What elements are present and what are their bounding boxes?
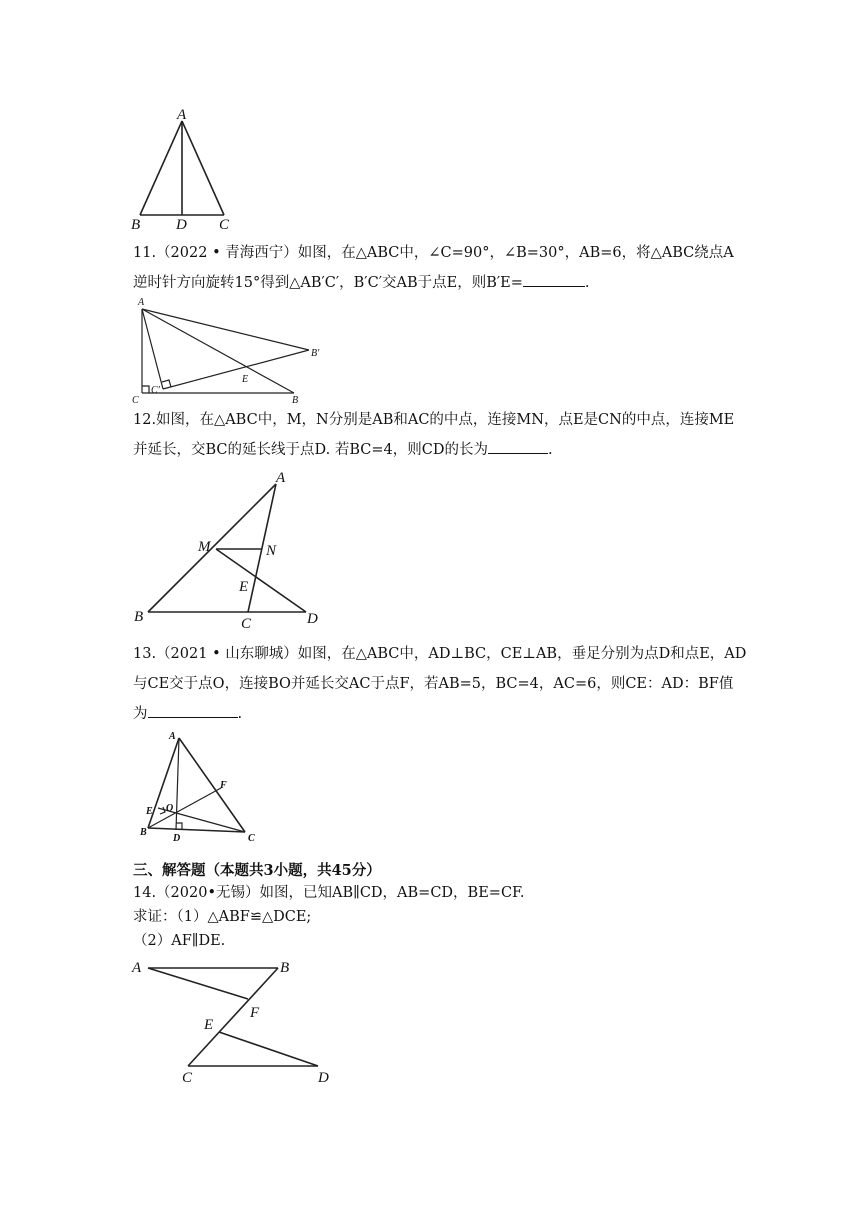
question-12-line1 [133, 405, 734, 435]
question-13-line3 [133, 699, 242, 729]
answer-blank-13[interactable] [148, 703, 238, 718]
question-11-source: （2022 • 青海西宁） [156, 245, 298, 261]
label-A: A [138, 297, 145, 308]
question-14-text2: 求证：（1）△ABF≌△DCE; [133, 909, 312, 925]
label-B: B [134, 609, 144, 625]
figure-q11-rotation [128, 294, 338, 406]
label-C: C [248, 833, 255, 844]
label-B: B [292, 395, 299, 406]
question-13-text3: 为 [133, 706, 148, 722]
answer-blank-12[interactable] [488, 439, 548, 454]
question-14-text3: （2）AF∥DE. [133, 933, 226, 949]
figure-q14-lines [148, 968, 318, 1066]
question-13-text1: 如图，在△ABC中，AD⊥BC，CE⊥AB，垂足分别为点D和点E，AD [297, 646, 747, 662]
label-N: N [266, 543, 277, 559]
label-C: C [219, 217, 230, 233]
label-C: C [241, 616, 252, 632]
question-13-line1 [133, 639, 746, 669]
question-13-source: （2021 • 山东聊城） [156, 646, 298, 662]
question-14-line3 [133, 928, 225, 954]
label-A: A [169, 731, 176, 742]
label-B-prime: B′ [311, 348, 320, 359]
label-D: D [307, 611, 318, 627]
label-C: C [132, 395, 139, 406]
label-O: O [166, 803, 174, 814]
question-12-text2: 并延长，交BC的延长线于点D. 若BC=4，则CD的长为 [133, 442, 488, 458]
figure-q13-lines [148, 738, 245, 832]
figure-q12-lines [148, 484, 306, 612]
label-C: C [182, 1070, 193, 1086]
label-D: D [176, 217, 187, 233]
label-D: D [173, 833, 181, 844]
label-F: F [250, 1005, 260, 1021]
label-B: B [131, 217, 141, 233]
question-14-line1 [133, 880, 524, 906]
label-E: E [242, 374, 249, 385]
figure-q10-lines [140, 121, 224, 215]
figure-q13-altitudes [138, 728, 268, 846]
question-14-line2 [133, 904, 311, 930]
label-M: M [198, 539, 211, 555]
question-14-text1: 14.（2020•无锡）如图，已知AB∥CD，AB=CD，BE=CF. [133, 885, 525, 901]
label-D: D [318, 1070, 329, 1086]
answer-blank-11[interactable] [523, 272, 585, 287]
label-E: E [146, 806, 153, 817]
label-A: A [276, 470, 286, 486]
section-3-heading: 三、解答题（本题共3小题，共45分） [133, 862, 381, 879]
question-12-end: . [547, 442, 553, 458]
question-11-line1 [133, 238, 734, 268]
question-11-end: . [584, 275, 590, 291]
figure-q10-triangle [125, 105, 245, 235]
label-E: E [239, 579, 249, 595]
label-A: A [132, 960, 142, 976]
question-11-text2: 逆时针方向旋转15°得到△AB′C′，B′C′交AB于点E，则B′E= [133, 275, 523, 291]
question-13-line2 [133, 669, 733, 699]
question-13-end: . [237, 706, 243, 722]
label-E: E [204, 1017, 214, 1033]
label-F: F [220, 780, 227, 791]
label-B: B [280, 960, 290, 976]
question-11-text1: 如图，在△ABC中，∠C=90°，∠B=30°，AB=6，将△ABC绕点A [297, 245, 734, 261]
figure-q12-midline [128, 468, 328, 632]
figure-q14-parallel [128, 955, 343, 1085]
question-11-number: 11. [133, 245, 157, 261]
label-C-prime: C′ [151, 385, 160, 396]
question-12-text1: 12.如图，在△ABC中，M，N分别是AB和AC的中点，连接MN，点E是CN的中点，连接ME [133, 412, 735, 428]
label-A: A [177, 107, 187, 123]
question-13-number: 13. [133, 646, 157, 662]
question-13-text2: 与CE交于点O，连接BO并延长交AC于点F，若AB=5，BC=4，AC=6，则CE：AD：BF值 [133, 676, 734, 692]
question-12-line2 [133, 435, 553, 465]
figure-q11-lines [142, 309, 309, 393]
label-B: B [140, 827, 147, 838]
